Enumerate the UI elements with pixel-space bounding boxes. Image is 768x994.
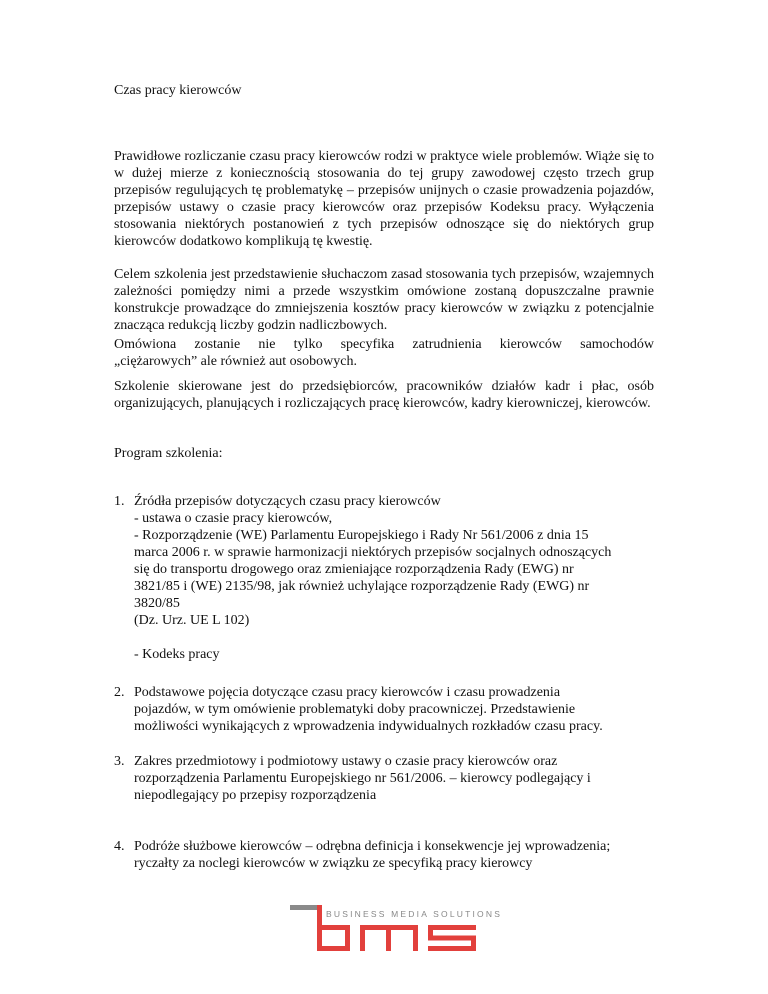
program-title: Program szkolenia: [114,446,223,461]
item-line: Podróże służbowe kierowców – odrębna definicja i konsekwencje jej wprowadzenia; [134,839,611,854]
item-line: - ustawa o czasie pracy kierowców, [134,511,333,526]
logo-m [360,925,418,951]
item-line: się do transportu drogowego oraz zmieniające rozporządzenia Rady (EWG) nr [134,562,574,577]
item-line: ryczałty za noclegi kierowców w związku ze specyfiką pracy kierowcy [134,856,533,871]
item-line: możliwości wynikających z wprowadzenia indywidualnych rozkładów czasu pracy. [134,719,603,734]
item-line: rozporządzenia Parlamentu Europejskiego nr 561/2006. – kierowcy podlegający i [134,771,591,786]
item-line: 3821/85 i (WE) 2135/98, jak również uchylające rozporządzenie Rady (EWG) nr [134,579,590,594]
item-line: Źródła przepisów dotyczących czasu pracy kierowców [134,494,441,509]
item-line [134,629,674,646]
item-line: 3820/85 [134,596,180,611]
program-item-4 [114,838,674,872]
item-line: - Kodeks pracy [134,647,220,662]
item-number: 1. [114,494,125,509]
item-line: marca 2006 r. w sprawie harmonizacji niektórych przepisów socjalnych odnoszących [134,545,612,560]
item-line: niepodlegający po przepisy rozporządzenia [134,788,377,803]
scope-line-2: „ciężarowych” ale również aut osobowych. [114,354,357,369]
scope-line-1: Omówiona zostanie nie tylko specyfika zatrudnienia kierowców samochodów [114,337,654,352]
item-line: Zakres przedmiotowy i podmiotowy ustawy o czasie pracy kierowców oraz [134,754,558,769]
item-number: 2. [114,685,125,700]
document-title: Czas pracy kierowców [114,83,242,98]
program-item-3 [114,753,674,804]
item-number: 4. [114,839,125,854]
logo-b-stem [317,905,322,951]
logo-b-bowl [322,925,350,951]
item-line: pojazdów, w tym omówienie problematyki doby pracowniczej. Przedstawienie [134,702,576,717]
item-line: - Rozporządzenie (WE) Parlamentu Europejskiego i Rady Nr 561/2006 z dnia 15 [134,528,589,543]
program-item-1 [114,493,674,663]
item-line: Podstawowe pojęcia dotyczące czasu pracy kierowców i czasu prowadzenia [134,685,561,700]
goal-paragraph: Celem szkolenia jest przedstawienie słuchaczom zasad stosowania tych przepisów, wzajemnych zależności pomiędzy nimi a przede wszystkim omówione zostaną dopuszczalne prawnie konstrukcje prowadzące do zmniejszenia kosztów pracy kierowców w związku z potencjalnie znacząca redukcją liczby godzin nadliczbowych. [114,267,654,333]
item-line: (Dz. Urz. UE L 102) [134,613,250,628]
scope-paragraph [114,336,654,370]
program-item-2 [114,684,674,735]
logo-tagline: BUSINESS MEDIA SOLUTIONS [326,909,503,919]
audience-paragraph: Szkolenie skierowane jest do przedsiębiorców, pracowników działów kadr i płac, osób organizujących, planujących i rozliczających pracę kierowców, kadry kierowniczej, kierowców. [114,379,654,411]
item-number: 3. [114,754,125,769]
intro-paragraph: Prawidłowe rozliczanie czasu pracy kierowców rodzi w praktyce wiele problemów. Wiąże się to w dużej mierze z koniecznością stosowania do tej grupy zawodowej często trzech grup przepisów regulujących tę problematykę – przepisów unijnych o czasie prowadzenia pojazdów, przepisów ustawy o czasie pracy kierowców oraz przepisów Kodeksu pracy. Wyłączenia stosowania niektórych postanowień z tych przepisów odnoszące się do niektórych grup kierowców dodatkowo komplikują tę kwestię. [114,149,654,249]
logo-s [428,925,476,951]
